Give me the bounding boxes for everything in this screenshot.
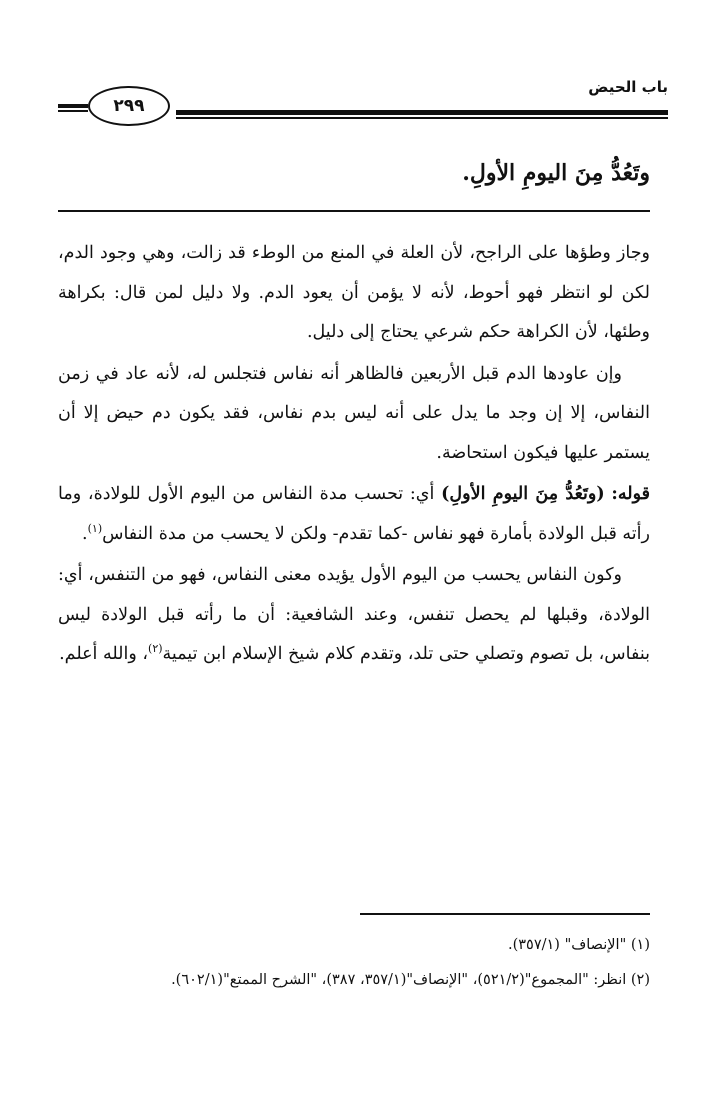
header-rule-thin [176,117,668,119]
footnote-ref-1: (١) [87,521,103,535]
footnote-divider [360,913,650,915]
footnote-1: (١) "الإنصاف" (٣٥٧/١). [507,937,650,953]
page-number: ٢٩٩ [88,86,170,126]
paragraph-3-end: . [82,523,88,544]
header-rule-left-thick [58,104,88,108]
matn-divider [58,210,650,212]
header-rule-left-thin [58,110,88,112]
matn-heading: وتَعُدُّ مِنَ اليومِ الأولِ. [462,160,650,186]
body-text [58,234,650,675]
paragraph-1: وجاز وطؤها على الراجح، لأن العلة في المنع من الوطء قد زالت، وهي وجود الدم، لكن لو انتظر فهو أحوط، لأنه لا يؤمن أن يعود الدم. ولا دليل لمن قال: بكراهة وطئها، لأن الكراهة حكم شرعي يحتاج إلى دليل. [58,243,650,342]
footnotes [58,928,650,998]
paragraph-4-end: ، والله أعلم. [59,644,149,664]
footnote-2: (٢) انظر: "المجموع"(٥٢١/٢)، "الإنصاف"(٣٥٧/١، ٣٨٧)، "الشرح الممتع"(٦٠٢/١). [171,972,650,988]
paragraph-4-text: وكون النفاس يحسب من اليوم الأول يؤيده معنى النفاس، فهو من التنفس، أي: الولادة، وقبلها لم يحصل تنفس، وعند الشافعية: أن ما رأته قبل الولادة ليس بنفاس، بل تصوم وتصلي حتى تلد، وتقدم كلام شيخ الإسلام ابن تيمية [58,565,650,664]
matn-quote: (وتَعُدُّ مِنَ اليومِ الأولِ) [441,484,605,504]
footnote-ref-2: (٢) [148,642,163,656]
paragraph-2: وإن عاودها الدم قبل الأربعين فالظاهر أنه نفاس فتجلس له، لأنه عاد في زمن النفاس، إلا إن وجد ما يدل على أنه ليس بدم نفاس، فقد يكون دم حيض إلا أن يستمر عليها فيكون استحاضة. [58,363,650,463]
header-rule-thick [176,110,668,115]
chapter-title: باب الحيض [588,78,668,96]
paragraph-3 [58,475,650,554]
paragraph-4 [58,556,650,675]
commentary-label: قوله: [611,484,650,504]
paragraph-3-text: أي: تحسب مدة النفاس من اليوم الأول للولادة، وما رأته قبل الولادة بأمارة فهو نفاس -كما تقدم- ولكن لا يحسب من مدة النفاس [58,484,650,544]
